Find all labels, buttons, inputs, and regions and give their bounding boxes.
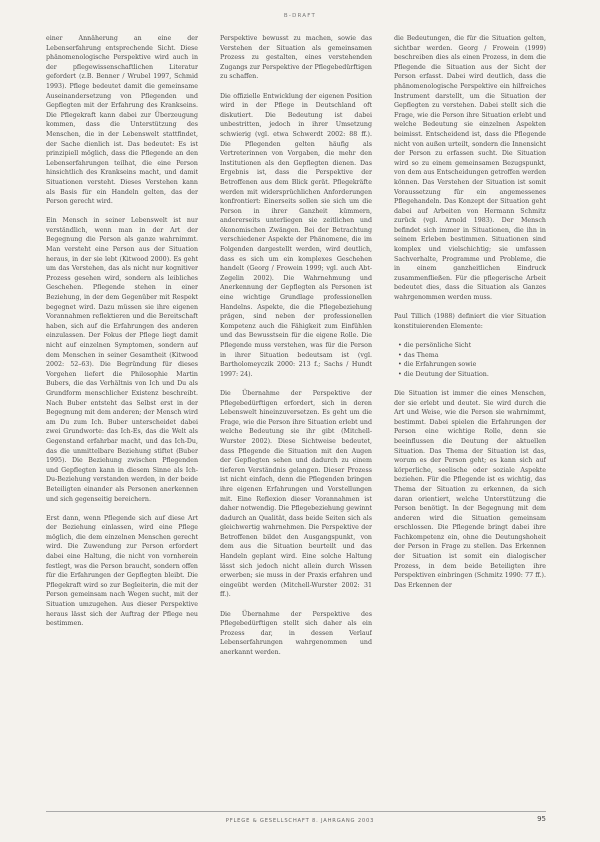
list-item: • die Deutung der Situation. (398, 370, 489, 378)
paragraph: Paul Tillich (1988) definiert die vier Situation konstituierenden Elemente: (394, 313, 546, 330)
list-item: • die Erfahrungen sowie (398, 361, 477, 369)
paragraph: Die offizielle Entwicklung der eigenen Position wird in der Pflege in Deutschland oft diskutiert. Die Bedeutung ist dabei unbestritten, jedoch in ihrer Umsetzung schwierig (vgl. etwa Schwerdt 2002: 88 ff.). Die Pflegenden gelten häufig als Vertreterinnen von Vorgaben, die mehr den Institutionen als den Gepflegten dienen. Das Ergebnis ist, dass die Perspektive der Betroffenen aus dem Blick gerät. Pflegekräfte werden mit widersprüchlichen Anforderungen konfrontiert: Einerseits sollen sie sich um die Person in ihrer Ganzheit kümmern, andererseits unterliegen sie zeitlichen und ökonomischen Zwängen. Bei der Betrachtung verschiedener Aspekte der Phänomene, die im Folgenden dargestellt werden, wird deutlich, dass es sich um ein komplexes Geschehen handelt (Georg / Frowein 1999; vgl. auch Abt-Zegelin 2002). Die Wahrnehmung und Anerkennung der Gepflegten als Personen ist eine wichtige Grundlage professionellen Handelns. Aspekte, die die Pflegebeziehung prägen, sind neben der professionellen Kompetenz auch die Fähigkeit zum Einfühlen und das Bewusstsein für die eigene Rolle. Die Pflegende muss verstehen, was für die Person in ihrer Situation bedeutsam ist (vgl. Bartholomeyczik 2000: 213 f.; Sachs / Hundt 1997: 24). (220, 92, 372, 378)
page-number: 95 (537, 815, 546, 823)
text-column-2 (220, 34, 372, 806)
bullet-list (394, 341, 546, 379)
paragraph: einer Annäherung an eine der Lebenserfahrung entsprechende Sicht. Diese phänomenologische Perspektive wird auch in der pflegewissenschaftlichen Literatur gefordert (z.B. Benner / Wrubel 1997, Schmid 1993). Pflege bedeutet damit die gemeinsame Auseinandersetzung von Pflegenden und Gepflegten mit der Erfahrung des Krankseins. Die Pflegekraft kann dabei zur Überzeugung kommen, dass die Unterstützung des Menschen, die in der Lebenswelt stattfindet, der Sache dienlich ist. Das bedeutet: Es ist prinzipiell möglich, dass die Pflegende an den Lebenserfahrungen teilhat, die eine Person hinsichtlich des Krankseins macht, und damit Situationen versteht. Dieses Verstehen kann als Basis für ein Handeln gelten, das der Person gerecht wird. (46, 35, 198, 206)
footer-divider (46, 811, 546, 812)
paragraph: Ein Mensch in seiner Lebenswelt ist nur verständlich, wenn man in der Art der Begegnung die Person als ganze wahrnimmt. Man versteht eine Person aus der Situation heraus, in der sie lebt (Kitwood 2000). Es geht um das Verstehen, das als nicht nur kognitiver Prozess gesehen wird, sondern als leibliches Geschehen. Pflegende stehen in einer Beziehung, in der dem Gegenüber mit Respekt begegnet wird. Dazu müssen sie ihre eigenen Vorannahmen reflektieren und die Bereitschaft haben, sich auf die Erfahrungen des anderen einzulassen. Der Fokus der Pflege liegt damit nicht auf einzelnen Symptomen, sondern auf dem Menschen in seiner Gesamtheit (Kitwood 2002: 52–63). Die Begründung für dieses Vorgehen liefert die Philosophie Martin Bubers, die das Verhältnis von Ich und Du als Grundform menschlicher Existenz beschreibt. Nach Buber entsteht das Selbst erst in der Begegnung mit dem anderen; der Mensch wird am Du zum Ich. Buber unterscheidet dabei zwei Grundworte: das Ich-Es, das die Welt als Gegenstand erfahrbar macht, und das Ich-Du, das die unmittelbare Beziehung stiftet (Buber 1995). Die Beziehung zwischen Pflegenden und Gepflegten kann in diesem Sinne als Ich-Du-Beziehung verstanden werden, in der beide Beteiligten einander als Personen anerkennen und sich gegenseitig bereichern. (46, 217, 198, 503)
paragraph: Die Übernahme der Perspektive der Pflegebedürftigen erfordert, sich in deren Lebenswelt hineinzuversetzen. Es geht um die Frage, wie die Person ihre Situation erlebt und welche Bedeutung sie ihr gibt (Mitchell-Wurster 2002). Diese Sichtweise bedeutet, dass Pflegende die Situation mit den Augen der Gepflegten sehen und dadurch zu einem tieferen Verständnis gelangen. Dieser Prozess ist nicht einfach, denn die Pflegenden bringen ihre eigenen Erfahrungen und Vorstellungen mit. Eine Reflexion dieser Vorannahmen ist daher notwendig. Die Pflegebeziehung gewinnt dadurch an Qualität, dass beide Seiten sich als gleichwertig wahrnehmen. Die Perspektive der Betroffenen bildet den Ausgangspunkt, von dem aus die Situation beurteilt und das Handeln geplant wird. Eine solche Haltung lässt sich jedoch nicht allein durch Wissen erwerben; sie muss in der Praxis erfahren und eingeübt werden (Mitchell-Wurster 2002: 31 ff.). (220, 389, 372, 599)
paragraph: die Bedeutungen, die für die Situation gelten, sichtbar werden. Georg / Frowein (1999) beschreiben dies als einen Prozess, in dem die Pflegende die Situation aus der Sicht der Person erfasst. Dabei wird deutlich, dass die phänomenologische Perspektive ein hilfreiches Instrument darstellt, um die Situation der Gepflegten zu verstehen. Dabei stellt sich die Frage, wie die Person ihre Situation erlebt und welche Bedeutung sie einzelnen Aspekten beimisst. Entscheidend ist, dass die Pflegende nicht von außen urteilt, sondern die Innensicht der Person zu erfassen sucht. Die Situation wird so zu einem gemeinsamen Bezugspunkt, von dem aus Entscheidungen getroffen werden können. Das Verstehen der Situation ist somit Voraussetzung für ein angemessenes Pflegehandeln. Das Konzept der Situation geht dabei auf Arbeiten von Hermann Schmitz zurück (vgl. Arnold 1983). Der Mensch befindet sich immer in Situationen, die ihn in seinem Erleben bestimmen. Situationen sind komplex und vielschichtig; sie umfassen Sachverhalte, Programme und Probleme, die in einem ganzheitlichen Eindruck zusammenfließen. Für die pflegerische Arbeit bedeutet dies, dass die Situation als Ganzes wahrgenommen werden muss. (394, 35, 546, 302)
list-item: • die persönliche Sicht (398, 342, 472, 349)
paragraph: Erst dann, wenn Pflegende sich auf diese Art der Beziehung einlassen, wird eine Pflege möglich, die dem einzelnen Menschen gerecht wird. Die Zuwendung zur Person erfordert dabei eine Haltung, die nicht von vornherein festlegt, was die Person braucht, sondern offen für die Erfahrungen der Gepflegten bleibt. Die Pflegekraft wird so zur Begleiterin, die mit der Person gemeinsam nach Wegen sucht, mit der Situation umzugehen. Aus dieser Perspektive heraus lässt sich der Auftrag der Pflege neu bestimmen. (46, 514, 198, 628)
list-item: • das Thema (398, 351, 439, 359)
list-item-text: das Thema (403, 351, 439, 359)
footer-journal-title: PFLEGE & GESELLSCHAFT 8. JAHRGANG 2003 (225, 818, 375, 824)
paragraph: Die Situation ist immer die eines Menschen, der sie erlebt und deutet. Sie wird durch die Art und Weise, wie die Person sie wahrnimmt, bestimmt. Dabei spielen die Erfahrungen der Person eine wichtige Rolle, denn sie beeinflussen die Deutung der aktuellen Situation. Das Thema der Situation ist das, worum es der Person geht; es kann sich auf körperliche, seelische oder soziale Aspekte beziehen. Für die Pflegende ist es wichtig, das Thema der Situation zu erkennen, da sich daran orientiert, welche Unterstützung die Person benötigt. In der Begegnung mit dem anderen wird die Situation gemeinsam erschlossen. Die Pflegende bringt dabei ihre Fachkompetenz ein, ohne die Deutungshoheit der Person in Frage zu stellen. Das Erkennen der Situation ist somit ein dialogischer Prozess, in dem beide Beteiligten ihre Perspektiven einbringen (Schmitz 1990: 77 ff.). Das Erkennen der (394, 389, 546, 589)
running-head: B-DRAFT (283, 13, 317, 19)
list-item-text: die Erfahrungen sowie (403, 361, 477, 369)
paragraph: Die Übernahme der Perspektive des Pflegebedürftigen stellt sich daher als ein Prozess dar, in dessen Verlauf Lebenserfahrungen wahrgenommen und anerkannt werden. (220, 610, 372, 656)
text-column-3 (394, 34, 546, 806)
list-item-text: die persönliche Sicht (403, 342, 472, 349)
text-column-1 (46, 34, 198, 806)
list-item-text: die Deutung der Situation. (403, 370, 489, 378)
paragraph: Perspektive bewusst zu machen, sowie das Verstehen der Situation als gemeinsamen Prozess zu gestalten, eines verstehenden Zugangs zur Perspektive der Pflegebedürftigen zu schaffen. (220, 35, 372, 81)
